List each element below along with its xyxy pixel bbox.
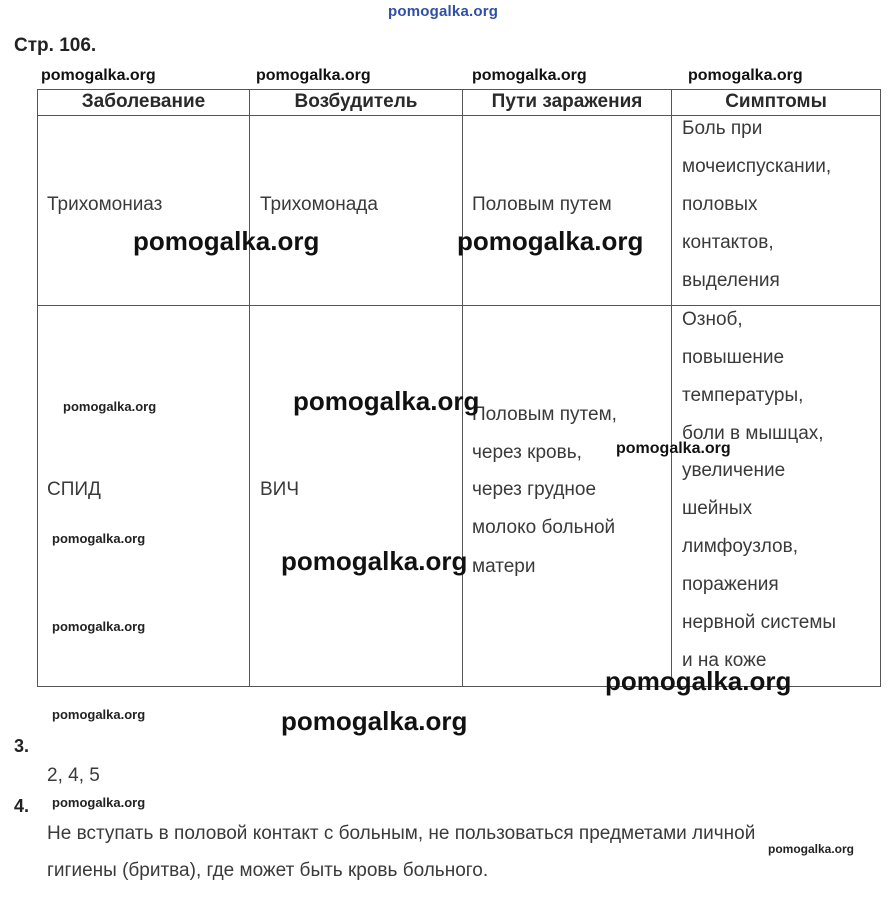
row2-symptom-line: лимфоузлов, xyxy=(682,536,798,557)
watermark-small: pomogalka.org xyxy=(52,619,146,634)
watermark-small: pomogalka.org xyxy=(52,795,146,810)
question-3-answer: 2, 4, 5 xyxy=(47,765,100,786)
watermark-big: pomogalka.org xyxy=(281,706,468,736)
row2-symptom-line: шейных xyxy=(682,498,753,519)
row2-route-line: матери xyxy=(472,556,536,577)
watermark-small: pomogalka.org xyxy=(52,707,146,722)
header-disease: Заболевание xyxy=(81,91,206,112)
row2-route-line: Половым путем, xyxy=(472,404,617,425)
row2-route-line: через грудное xyxy=(472,479,597,500)
header-routes: Пути заражения xyxy=(491,91,643,112)
question-4-number: 4. xyxy=(14,796,30,816)
question-3-number: 3. xyxy=(14,736,30,756)
row2-pathogen: ВИЧ xyxy=(260,479,299,500)
row2-symptom-line: повышение xyxy=(682,347,785,368)
row1-pathogen: Трихомонада xyxy=(260,194,378,215)
watermark-big: pomogalka.org xyxy=(281,546,468,576)
watermark-small: pomogalka.org xyxy=(52,531,146,546)
question-4-answer-line2: гигиены (бритва), где может быть кровь больного. xyxy=(47,860,489,881)
row2-symptom-line: поражения xyxy=(682,574,779,595)
watermark-header-3: pomogalka.org xyxy=(472,67,587,84)
header-symptoms: Симптомы xyxy=(725,91,827,112)
watermark-small: pomogalka.org xyxy=(63,399,157,414)
header-pathogen: Возбудитель xyxy=(294,91,418,112)
row2-symptom-line: и на коже xyxy=(682,650,767,671)
row2-route-line: через кровь, xyxy=(472,442,582,463)
watermark-header-2: pomogalka.org xyxy=(256,67,371,84)
page-title: Стр. 106. xyxy=(14,35,97,56)
row1-symptom-line: Боль при xyxy=(682,118,763,139)
row2-disease: СПИД xyxy=(47,479,101,500)
watermark-header-1: pomogalka.org xyxy=(41,67,156,84)
row1-routes: Половым путем xyxy=(472,194,612,215)
row1-symptom-line: мочеиспускании, xyxy=(682,156,832,177)
watermark-big: pomogalka.org xyxy=(293,386,480,416)
row2-symptom-line: боли в мышцах, xyxy=(682,423,824,444)
watermark-big: pomogalka.org xyxy=(133,226,320,256)
watermark-big: pomogalka.org xyxy=(457,226,644,256)
row2-symptom-line: увеличение xyxy=(682,460,786,481)
watermark-header-4: pomogalka.org xyxy=(688,67,803,84)
row1-symptom-line: контактов, xyxy=(682,232,774,253)
watermark-medium: pomogalka.org xyxy=(616,440,731,457)
row2-route-line: молоко больной xyxy=(472,517,616,538)
watermark-big: pomogalka.org xyxy=(605,666,792,696)
row1-disease: Трихомониаз xyxy=(47,194,163,215)
row1-symptom-line: выделения xyxy=(682,270,780,291)
row2-symptom-line: нервной системы xyxy=(682,612,837,633)
row2-symptom-line: температуры, xyxy=(682,385,804,406)
question-4-answer-line1: Не вступать в половой контакт с больным, не пользоваться предметами личной xyxy=(47,823,756,844)
row2-symptom-line: Озноб, xyxy=(682,309,743,330)
row1-symptom-line: половых xyxy=(682,194,758,215)
watermark-small: pomogalka.org xyxy=(768,842,855,856)
watermark-top: pomogalka.org xyxy=(388,3,499,20)
